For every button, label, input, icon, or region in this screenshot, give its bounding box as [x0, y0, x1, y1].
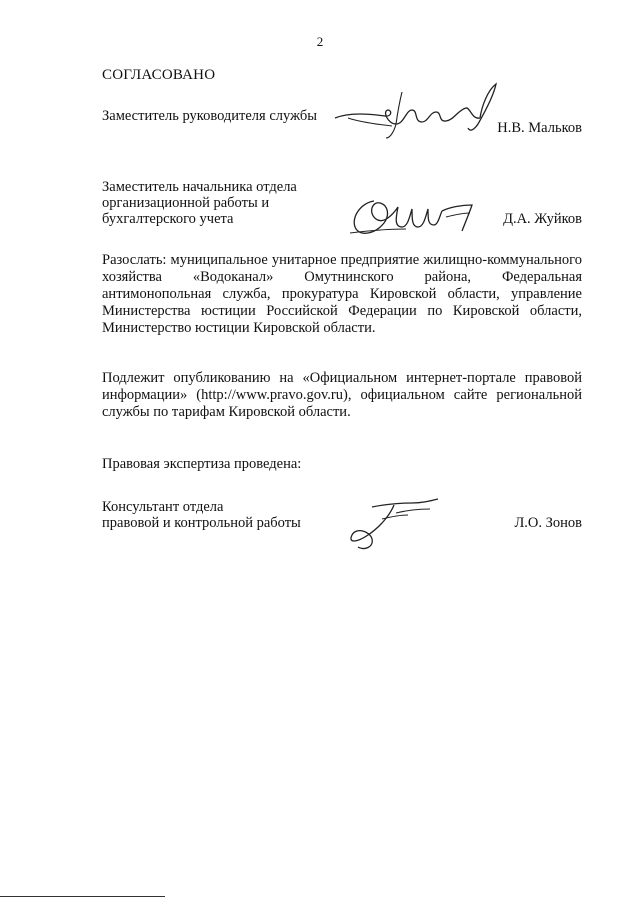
consultant-name: Л.О. Зонов	[514, 515, 582, 531]
approval-block-deputy-head	[102, 108, 582, 148]
signature-zhuikov	[346, 193, 486, 243]
approver-position: Заместитель руководителя службы	[102, 108, 318, 124]
approver-position: Заместитель начальника отдела организационной работы и бухгалтерского учета	[102, 179, 297, 227]
signature-malkov	[330, 80, 500, 140]
footer-rule	[0, 896, 165, 897]
approver-name: Н.В. Мальков	[497, 120, 582, 136]
consultant-position: Консультант отдела правовой и контрольной работы	[102, 499, 301, 531]
page-number: 2	[316, 34, 324, 49]
consultant-block	[102, 499, 582, 539]
legal-review-note: Правовая экспертиза проведена:	[102, 456, 302, 472]
signature-zonov	[342, 495, 442, 555]
approval-block-deputy-department-head	[102, 179, 582, 239]
approval-heading: СОГЛАСОВАНО	[102, 67, 216, 83]
approver-name: Д.А. Жуйков	[503, 211, 582, 227]
distribution-paragraph: Разослать: муниципальное унитарное предприятие жилищно-коммунального хозяйства «Водоканал» Омутнинского района, Федеральная антимонопольная служба, прокуратура Кировской области, управление Министерства юстиции Российской Федерации по Кировской области, Министерство юстиции Кировской области.	[102, 252, 582, 336]
publication-paragraph: Подлежит опубликованию на «Официальном интернет-портале правовой информации» (http://www.pravo.gov.ru), официальном сайте региональной службы по тарифам Кировской области.	[102, 370, 582, 420]
